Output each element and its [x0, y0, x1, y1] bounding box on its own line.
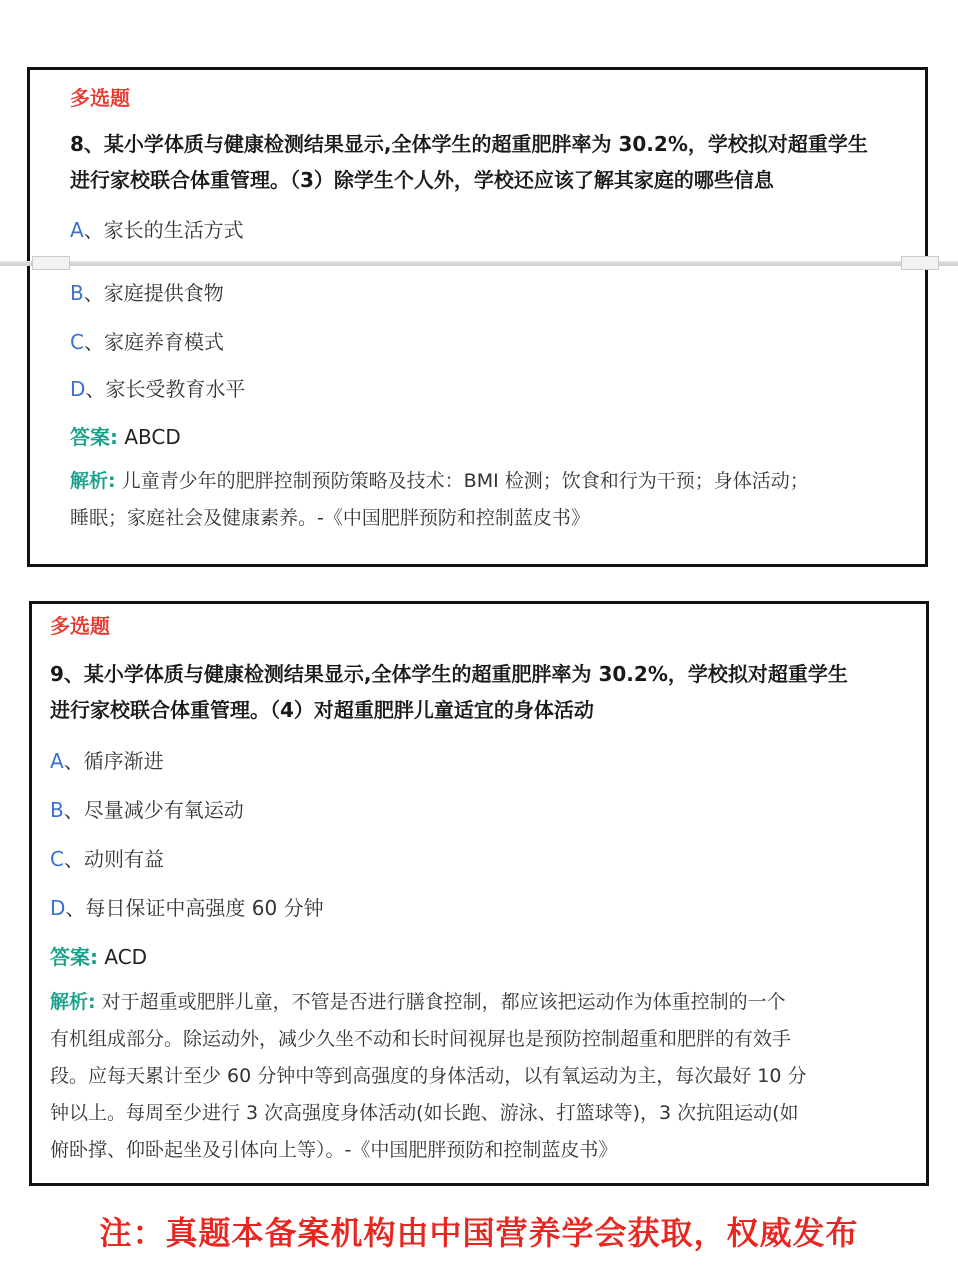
analysis-line: 儿童青少年的肥胖控制预防策略及技术：BMI 检测；饮食和行为干预；身体活动； [121, 470, 809, 492]
option-text: 、家庭养育模式 [83, 330, 224, 354]
option-text: 、家庭提供食物 [83, 281, 224, 305]
option-letter: C [50, 847, 64, 871]
question-line: 9、某小学体质与健康检测结果显示,全体学生的超重肥胖率为 30.2%，学校拟对超重学生 [50, 662, 848, 686]
analysis-line: 对于超重或肥胖儿童，不管是否进行膳食控制，都应该把运动作为体重控制的一个 [101, 991, 786, 1013]
option-letter: B [70, 281, 84, 305]
analysis-block [70, 463, 895, 537]
option-b [70, 278, 895, 308]
analysis-label: 解析: [70, 470, 116, 492]
answer-label: 答案: [50, 945, 98, 969]
option-letter: B [50, 798, 64, 822]
question-type-label: 多选题 [70, 86, 130, 110]
option-d [70, 374, 895, 404]
answer-value: ABCD [124, 425, 181, 449]
question-card-9 [29, 601, 929, 1186]
question-type-label: 多选题 [50, 614, 110, 638]
option-c [50, 844, 898, 874]
question-line: 进行家校联合体重管理。（3）除学生个人外，学校还应该了解其家庭的哪些信息 [70, 168, 774, 192]
page-break-handle-left[interactable] [32, 256, 70, 270]
question-line: 8、某小学体质与健康检测结果显示,全体学生的超重肥胖率为 30.2%，学校拟对超重学生 [70, 132, 868, 156]
option-letter: D [70, 377, 86, 401]
answer-label: 答案: [70, 425, 118, 449]
analysis-line: 有机组成部分。除运动外，减少久坐不动和长时间视屏也是预防控制超重和肥胖的有效手 [50, 1028, 792, 1050]
question-card-8 [27, 67, 928, 567]
analysis-line: 俯卧撑、仰卧起坐及引体向上等）。-《中国肥胖预防和控制蓝皮书》 [50, 1139, 618, 1161]
question-text [50, 656, 898, 728]
analysis-line: 钟以上。每周至少进行 3 次高强度身体活动(如长跑、游泳、打篮球等)，3 次抗阻运动(如 [50, 1102, 799, 1124]
analysis-line: 睡眠；家庭社会及健康素养。-《中国肥胖预防和控制蓝皮书》 [70, 507, 590, 529]
analysis-label: 解析: [50, 991, 96, 1013]
option-c [70, 327, 895, 357]
option-letter: A [50, 749, 64, 773]
page-break-handle-right[interactable] [901, 256, 939, 270]
option-text: 、家长受教育水平 [85, 377, 246, 401]
option-letter: C [70, 330, 84, 354]
option-b [50, 795, 898, 825]
option-a [50, 746, 898, 776]
answer-row [50, 942, 898, 972]
analysis-block [50, 984, 898, 1169]
answer-value: ACD [104, 945, 148, 969]
option-text: 、循序渐进 [63, 749, 164, 773]
option-letter: D [50, 896, 66, 920]
analysis-line: 段。应每天累计至少 60 分钟中等到高强度的身体活动，以有氧运动为主，每次最好 10 分 [50, 1065, 807, 1087]
option-letter: A [70, 218, 84, 242]
option-text: 、家长的生活方式 [83, 218, 244, 242]
page-break-divider [0, 261, 958, 266]
footer-note: 注：真题本备案机构由中国营养学会获取，权威发布 [99, 1214, 859, 1252]
question-text [70, 126, 895, 198]
option-d [50, 893, 898, 923]
answer-row [70, 422, 895, 452]
option-text: 、尽量减少有氧运动 [63, 798, 244, 822]
option-a [70, 215, 895, 245]
option-text: 、动则有益 [63, 847, 164, 871]
option-text: 、每日保证中高强度 60 分钟 [65, 896, 324, 920]
question-line: 进行家校联合体重管理。（4）对超重肥胖儿童适宜的身体活动 [50, 698, 594, 722]
